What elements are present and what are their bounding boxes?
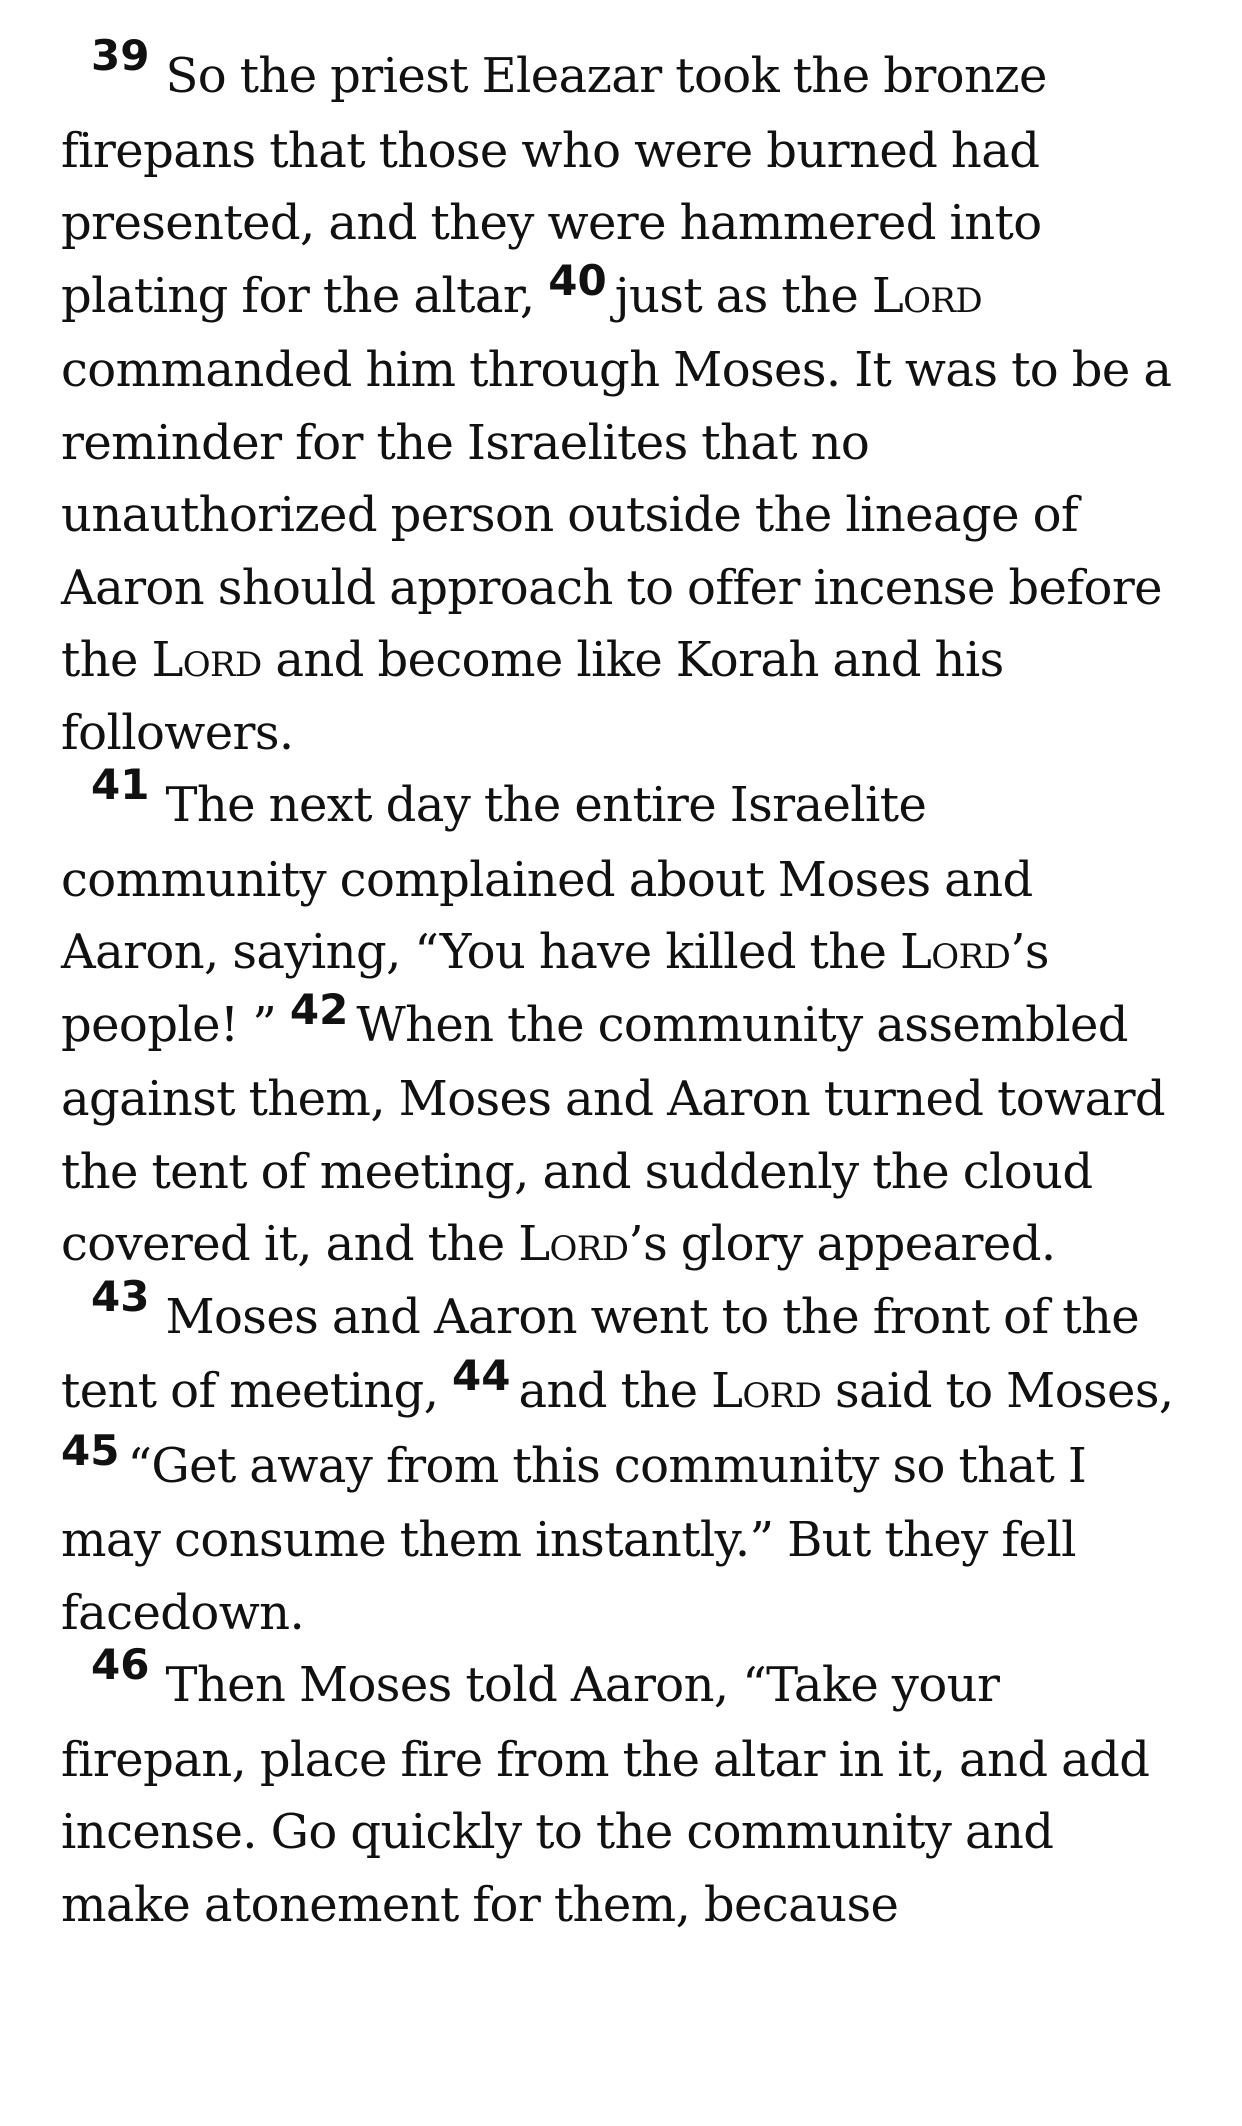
verse-number: 44	[452, 1351, 511, 1400]
divine-name: Lord	[900, 924, 1011, 980]
paragraph-verse-43	[61, 1271, 1191, 1650]
verse-text: ’s glory appeared.	[628, 1216, 1056, 1272]
verse-text: Moses and Aaron went to the front of the tent of meeting,	[61, 1288, 1140, 1419]
verse-text: Then Moses told Aaron, “Take your firepan, place fire from the altar in it, and add incense. Go quickly to the community and make atonement for them, because	[61, 1657, 1150, 1933]
verse-text: When the community assembled against them, Moses and Aaron turned toward the tent of meeting, and suddenly the cloud covered it, and the	[61, 996, 1166, 1272]
paragraph-verse-39	[61, 31, 1191, 769]
paragraph-verse-41	[61, 760, 1191, 1281]
verse-text: ’s people! ”	[61, 924, 1049, 1053]
divine-name: Lord	[518, 1216, 629, 1272]
divine-name: Lord	[711, 1363, 822, 1419]
verse-number: 41	[91, 760, 150, 809]
verse-text: just as the	[614, 267, 872, 324]
verse-text: So the priest Eleazar took the bronze firepans that those who were burned had presented, and they were hammered into plating for the altar,	[61, 48, 1047, 324]
verse-text: commanded him through Moses. It was to be a reminder for the Israelites that no unauthorized person outside the lineage of Aaron should approach to offer incense before the	[61, 342, 1172, 688]
verse-number: 39	[91, 31, 150, 80]
verse-text: said to Moses,	[821, 1363, 1174, 1419]
divine-name: Lord	[871, 267, 983, 324]
scripture-passage	[61, 31, 1191, 1941]
verse-number: 40	[548, 255, 607, 305]
verse-text: The next day the entire Israelite community complained about Moses and Aaron, saying, “You have killed the	[61, 777, 1033, 980]
verse-text: “Get away from this community so that I may consume them instantly.” But they fell facedown.	[61, 1437, 1087, 1641]
verse-text: and become like Korah and his followers.	[61, 632, 1004, 761]
verse-number: 43	[91, 1271, 150, 1321]
verse-text: and the	[518, 1363, 712, 1419]
divine-name: Lord	[151, 632, 262, 688]
verse-number: 42	[289, 984, 349, 1034]
verse-number: 46	[91, 1640, 150, 1689]
verse-number: 45	[61, 1425, 120, 1475]
paragraph-verse-46	[61, 1640, 1191, 1941]
